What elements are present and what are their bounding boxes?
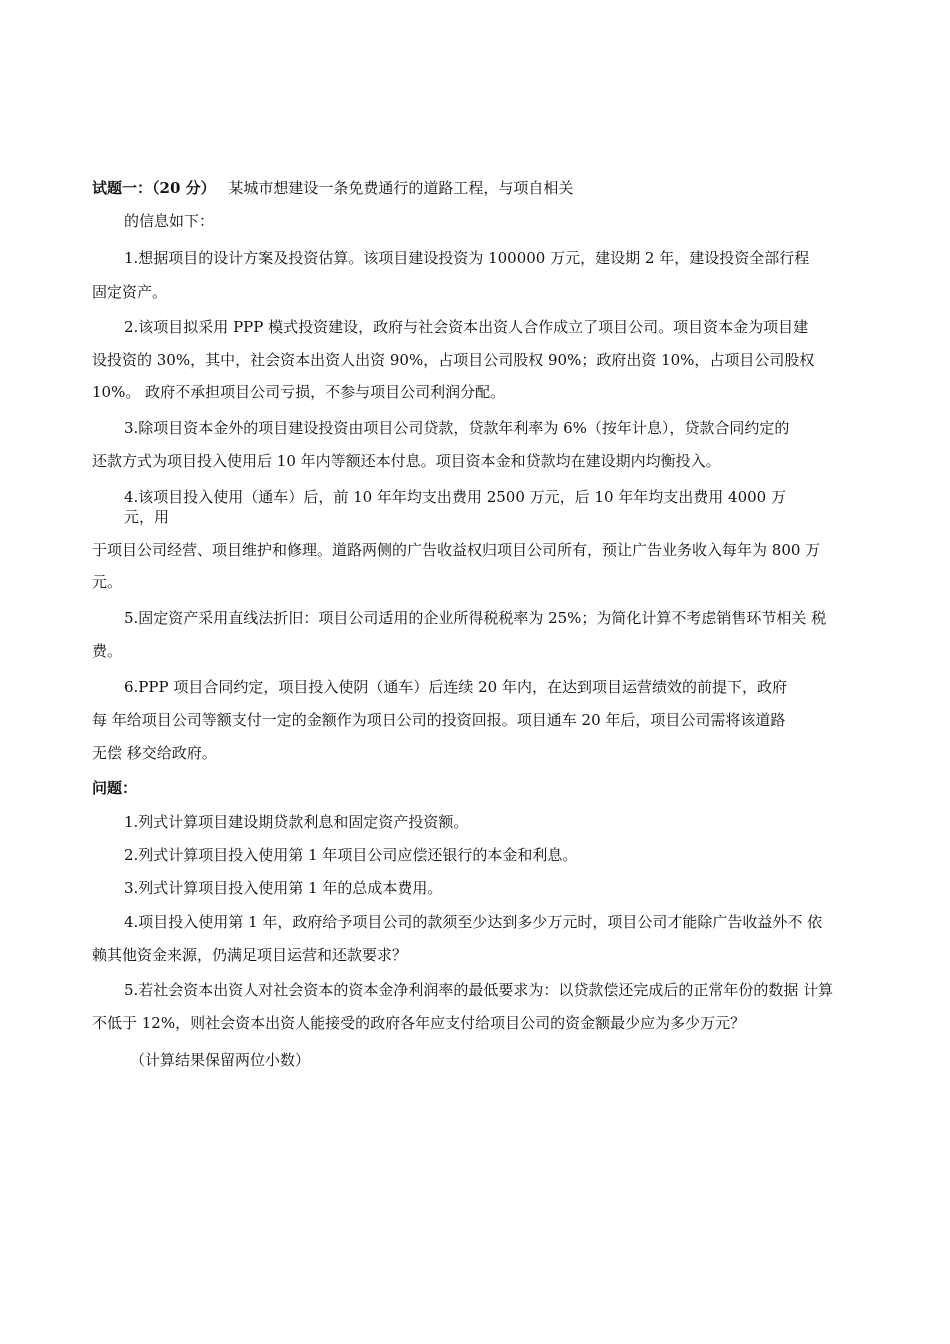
question-5-line-1: 5.若社会资本出资人对社会资本的资本金净利润率的最低要求为：以贷款偿还完成后的正常年份的数据 计算 (124, 981, 834, 999)
info-item-1-line-1: 1.想据项目的设计方案及投资估算。该项目建设投资为 100000 万元，建设期 2 年，建设投资全部行程 (124, 249, 810, 267)
info-item-4-line-1: 4.该项目投入使用（通车）后，前 10 年年均支出费用 2500 万元，后 10 年年均支出费用 4000 万 (124, 488, 786, 506)
info-item-2-line-1: 2.该项目拟采用 PPP 模式投资建设，政府与社会资本出资人合作成立了项目公司。项目资本金为项目建 (124, 318, 809, 336)
question-4-line-1: 4.项目投入使用第 1 年，政府给予项目公司的款须至少达到多少万元时，项目公司才能除广告收益外不 依 (124, 913, 823, 931)
question-score: （20 分） (152, 179, 216, 197)
info-item-4-line-3: 元。 (92, 573, 123, 591)
question-1: 1.列式计算项目建设期贷款利息和固定资产投资额。 (124, 813, 469, 831)
question-5-line-2: 不低于 12%，则社会资本出资人能接受的政府各年应支付给项目公司的资金额最少应为多少万元？ (92, 1014, 746, 1032)
question-intro-cont: 的信息如下： (124, 212, 215, 230)
info-item-4-line-2: 于项目公司经营、项目维护和修理。道路两侧的广告收益权归项目公司所有，预让广告业务收入每年为 800 万 (92, 541, 821, 559)
info-item-6-line-2: 每 年给项目公司等额支付一定的金额作为项日公司的投资回报。项目通车 20 年后，项目公司需将该道路 (92, 711, 786, 729)
questions-title: 问题： (92, 779, 138, 797)
info-item-3-line-1: 3.除项目资本金外的项目建设投资由项目公司贷款，贷款年利率为 6%（按年计息），贷款合同约定的 (124, 419, 790, 437)
question-label: 试题一： (92, 179, 153, 197)
question-header (92, 178, 573, 198)
question-intro: 某城市想建设一条免费通行的道路工程，与项自相关 (228, 179, 574, 197)
info-item-4-line-1b: 元，用 (124, 508, 170, 526)
question-2: 2.列式计算项目投入使用第 1 年项目公司应偿还银行的本金和利息。 (124, 846, 578, 864)
info-item-6-line-3: 无偿 移交给政府。 (92, 744, 217, 762)
info-item-2-line-2: 设投资的 30%，其中，社会资本出资人出资 90%，占项目公司股权 90%；政府出资 10%，占项目公司股权 (92, 351, 815, 369)
info-item-2-line-3: 10%。 政府不承担项目公司亏损，不参与项目公司利润分配。 (92, 383, 506, 401)
info-item-6-line-1: 6.PPP 项目合同约定，项目投入使阴（通车）后连续 20 年内，在达到项目运营绩效的前提下，政府 (124, 678, 787, 696)
calculation-note: （计算结果保留两位小数） (130, 1051, 311, 1069)
info-item-5-line-1: 5.固定资产采用直线法折旧：项目公司适用的企业所得税税率为 25%；为简化计算不考虑销售环节相关 税 (124, 609, 827, 627)
question-3: 3.列式计算项目投入使用第 1 年的总成本费用。 (124, 879, 443, 897)
info-item-3-line-2: 还款方式为项目投入使用后 10 年内等额还本付息。项目资本金和贷款均在建设期内均衡投入。 (92, 452, 721, 470)
info-item-1-line-2: 固定资产。 (92, 283, 168, 301)
question-4-line-2: 赖其他资金来源，仍满足项目运营和还款要求？ (92, 946, 408, 964)
info-item-5-line-2: 费。 (92, 642, 123, 660)
